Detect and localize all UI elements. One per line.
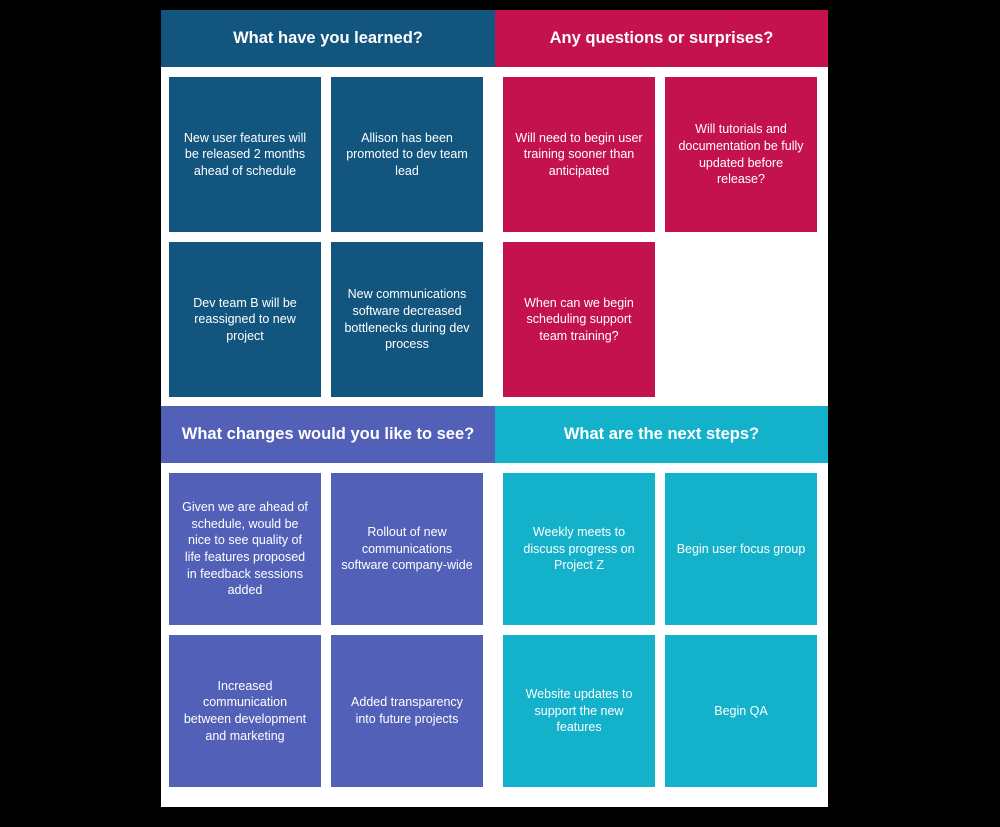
quadrant-changes-title: What changes would you like to see? — [161, 406, 495, 463]
board-row-top — [161, 10, 828, 406]
sticky-note[interactable]: Website updates to support the new features — [503, 635, 655, 787]
quadrant-questions — [495, 10, 828, 406]
quadrant-questions-notes — [495, 67, 828, 406]
quadrant-next-steps-notes — [495, 463, 828, 807]
sticky-note[interactable]: Weekly meets to discuss progress on Project Z — [503, 473, 655, 625]
sticky-note[interactable]: Added transparency into future projects — [331, 635, 483, 787]
sticky-note[interactable]: Will tutorials and documentation be fully updated before release? — [665, 77, 817, 232]
quadrant-learned — [161, 10, 495, 406]
sticky-note[interactable]: Begin user focus group — [665, 473, 817, 625]
quadrant-next-steps-title: What are the next steps? — [495, 406, 828, 463]
sticky-note[interactable]: Allison has been promoted to dev team lead — [331, 77, 483, 232]
sticky-note[interactable]: Begin QA — [665, 635, 817, 787]
sticky-note[interactable]: Dev team B will be reassigned to new project — [169, 242, 321, 397]
sticky-note-placeholder[interactable] — [665, 242, 817, 397]
sticky-note[interactable]: Given we are ahead of schedule, would be nice to see quality of life features proposed in feedback sessions added — [169, 473, 321, 625]
sticky-note[interactable]: Increased communication between development and marketing — [169, 635, 321, 787]
board-row-bottom — [161, 406, 828, 807]
quadrant-changes — [161, 406, 495, 807]
quadrant-learned-notes — [161, 67, 495, 406]
quadrant-next-steps — [495, 406, 828, 807]
quadrant-questions-title: Any questions or surprises? — [495, 10, 828, 67]
sticky-note[interactable]: New communications software decreased bottlenecks during dev process — [331, 242, 483, 397]
quadrant-changes-notes — [161, 463, 495, 807]
retrospective-board — [161, 10, 828, 807]
sticky-note[interactable]: Rollout of new communications software company-wide — [331, 473, 483, 625]
sticky-note[interactable]: New user features will be released 2 months ahead of schedule — [169, 77, 321, 232]
sticky-note[interactable]: Will need to begin user training sooner than anticipated — [503, 77, 655, 232]
quadrant-learned-title: What have you learned? — [161, 10, 495, 67]
sticky-note[interactable]: When can we begin scheduling support team training? — [503, 242, 655, 397]
